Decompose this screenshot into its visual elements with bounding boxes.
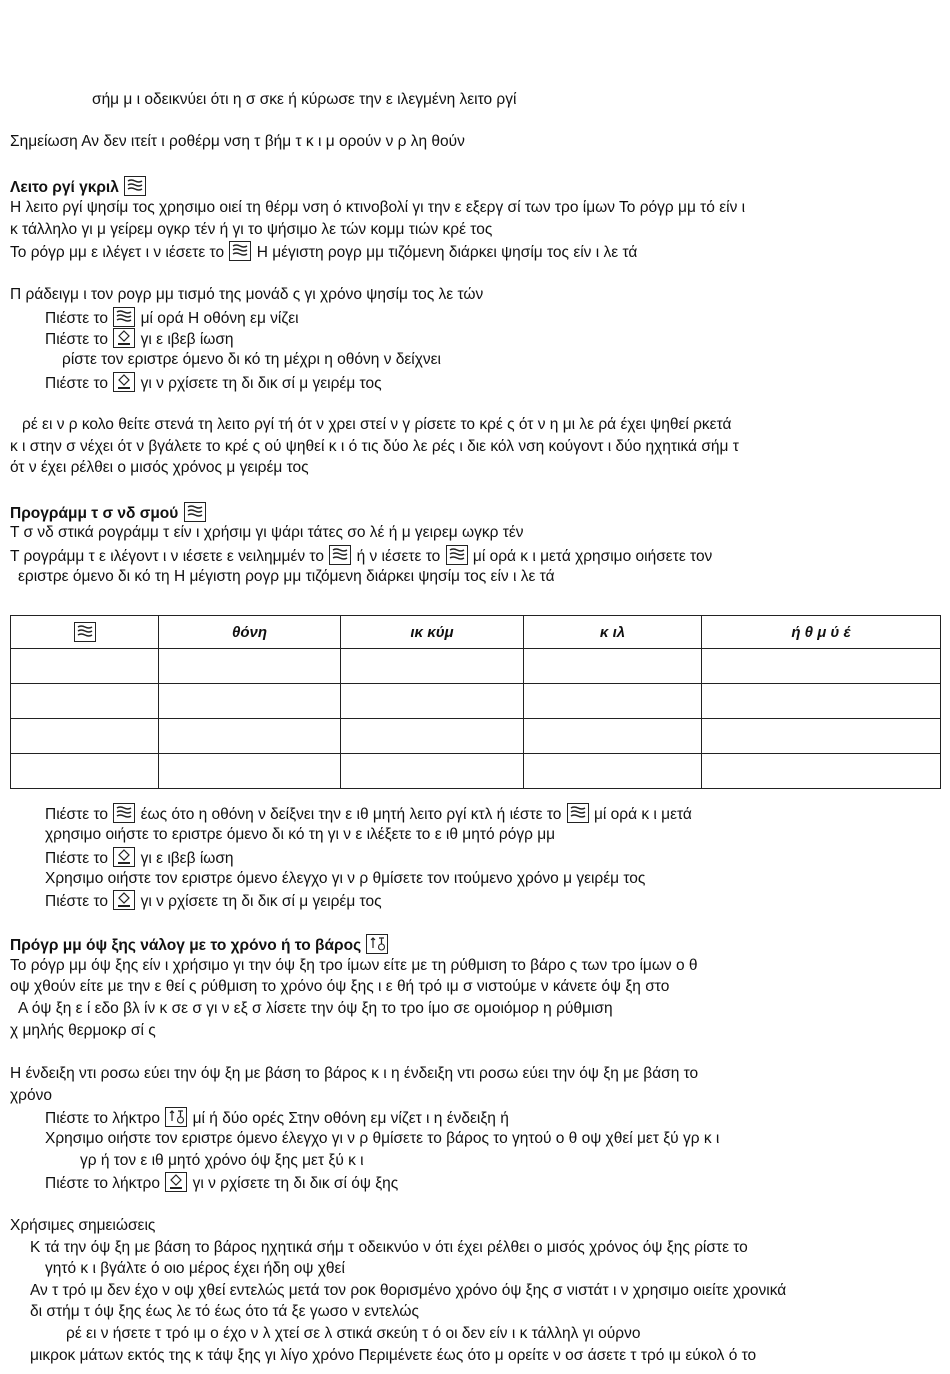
table-header-microwave: ικ κύμ: [341, 616, 524, 649]
grill-icon: [113, 307, 135, 327]
section-heading-grill: [10, 176, 147, 198]
text-line: ρέ ει ν ρ κολο θείτε στενά τη λειτο ργί τή ότ ν χρει στεί ν γ ρίσετε το κρέ ς ότ ν η μι λε ρά έχει ψηθεί ρκετά: [22, 416, 732, 433]
note-line: Αν τ τρό ιμ δεν έχο ν οψ χθεί εντελώς μετά τον ροκ θορισμένο χρόνο όψ ξης σ νιστάτ ι ν χρησιμο οιείτε χρονικά: [30, 1282, 787, 1299]
note-line: γητό κ ι βγάλτε ό οιο μέρος έχει ήδη οψ χθεί: [45, 1260, 345, 1277]
grill-icon: [184, 502, 206, 522]
table-cell: [702, 684, 941, 719]
table-cell: [11, 684, 159, 719]
table-cell: [341, 684, 524, 719]
table-cell: [524, 649, 702, 684]
table-cell: [341, 719, 524, 754]
defrost-weight-time-icon: [366, 934, 388, 954]
table-cell: [11, 649, 159, 684]
text-span: μί ή δύο ορές Στην οθόνη εμ νίζετ ι η ένδειξη ή: [192, 1110, 509, 1127]
text-span: Πιέστε το: [45, 310, 108, 327]
text-span: γι ε ιβεβ ίωση: [140, 850, 234, 867]
note-line: ρέ ει ν ήσετε τ τρό ιμ ο έχο ν λ χτεί σε λ στικά σκεύη τ ό οι δεν είν ι κ τάλληλ γι ούρνο: [66, 1325, 641, 1342]
table-header-suitable-foods: ή θ μ ύ έ: [702, 616, 941, 649]
section-heading-combination: [10, 502, 207, 524]
table-header-row: [11, 616, 941, 649]
note-line: μικροκ μάτων εκτός της κ τάψ ξης γι λίγο χρόνο Περιμένετε έως ότο μ ορείτε ν οσ άσετε τ τρό ιμ εύκολ ό το: [30, 1347, 757, 1364]
heading-text: Λειτο ργί γκριλ: [10, 179, 119, 196]
text-line: Η λειτο ργί ψησίμ τος χρησιμο οιεί τη θέρμ νση ό κτινοβολί γι την ε εξεργ σί των τρο ίμων Το ρόγρ μμ τό είν ι: [10, 199, 746, 216]
text-line: κ τάλληλο γι μ γείρεμ ογκρ τέν ή γι το ψήσιμο λε τών κομμ τιών κρέ τος: [10, 221, 493, 238]
table-cell: [11, 719, 159, 754]
text-line: χ μηλής θερμοκρ σί ς: [10, 1022, 156, 1039]
grill-icon: [229, 241, 251, 261]
start-quick-icon: [113, 847, 135, 867]
text-span: Πιέστε το: [45, 375, 108, 392]
step-line: [45, 307, 299, 329]
text-span: Πιέστε το: [45, 331, 108, 348]
step-line: [45, 890, 382, 912]
table-cell: [524, 754, 702, 789]
text-span: Πιέστε το: [45, 806, 108, 823]
text-span: Πιέστε το: [45, 850, 108, 867]
step-line: [45, 1172, 398, 1194]
text-line: Α όψ ξη ε ί εδο βλ ίν κ σε σ γι ν εξ σ λίσετε την όψ ξη το τρο ίμο σε ομοιόμορ η ρύθμιση: [18, 1000, 613, 1017]
table-row: [11, 719, 941, 754]
step-line: [45, 1107, 509, 1129]
text-span: μί ορά κ ι μετά χρησιμο οιήσετε τον: [472, 548, 713, 565]
step-line: [45, 803, 692, 825]
text-span: Η μέγιστη ρογρ μμ τιζόμενη διάρκει ψησίμ τος είν ι λε τά: [256, 244, 638, 261]
text-span: Πιέστε το: [45, 893, 108, 910]
table-header-icon: [11, 616, 159, 649]
table-cell: [341, 649, 524, 684]
text-line: [10, 545, 712, 567]
text-line: σήμ μ ι οδεικνύει ότι η σ σκε ή κύρωσε την ε ιλεγμένη λειτο ργί: [92, 91, 517, 108]
text-span: Το ρόγρ μμ ε ιλέγετ ι ν ιέσετε το: [10, 244, 225, 261]
text-span: μί ορά Η οθόνη εμ νίζει: [140, 310, 299, 327]
text-line: κ ι στην σ νέχει ότ ν βγάλετε το κρέ ς ού ψηθεί κ ι ό τις δύο λε ρές ι διε κόλ νση κούγοντ ι δύο ηχητικά σήμ τ: [10, 438, 739, 455]
text-span: γι ν ρχίσετε τη δι δικ σί όψ ξης: [192, 1175, 399, 1192]
step-line: Χρησιμο οιήστε τον εριστρε όμενο έλεγχο γι ν ρ θμίσετε το βάρος το γητού ο θ οψ χθεί μετ ξύ γρ κ ι: [45, 1130, 720, 1147]
text-line: εριστρε όμενο δι κό τη Η μέγιστη ρογρ μμ τιζόμενη διάρκει ψησίμ τος είν ι λε τά: [18, 568, 555, 585]
grill-icon: [74, 622, 96, 642]
text-line: [10, 241, 637, 263]
step-line: χρησιμο οιήστε το εριστρε όμενο δι κό τη γι ν ε ιλέξετε το ε ιθ μητό ρόγρ μμ: [45, 826, 556, 843]
table-cell: [524, 684, 702, 719]
text-line: Η ένδειξη ντι ροσω εύει την όψ ξη με βάση το βάρος κ ι η ένδειξη ντι ροσω εύει την όψ ξη με βάση το: [10, 1065, 699, 1082]
text-line: ότ ν έχει ρέλθει ο μισός χρόνος μ γειρέμ τος: [10, 459, 309, 476]
grill-icon: [113, 803, 135, 823]
text-span: έως ότο η οθόνη ν δείξνει την ε ιθ μητή λειτο ργί κτλ ή ιέστε το: [140, 806, 562, 823]
notes-heading: Χρήσιμες σημειώσεις: [10, 1217, 156, 1234]
text-span: γι ν ρχίσετε τη δι δικ σί μ γειρέμ τος: [140, 375, 382, 392]
note-line: δι στήμ τ όψ ξης έως λε τό έως ότο τά ξε γωσο ν εντελώς: [30, 1303, 419, 1320]
combination-table: [10, 615, 941, 789]
table-header-display: θόνη: [159, 616, 341, 649]
step-line: ρίστε τον εριστρε όμενο δι κό τη μέχρι η οθόνη ν δείχνει: [62, 351, 441, 368]
table-row: [11, 754, 941, 789]
text-span: ή ν ιέσετε το: [356, 548, 441, 565]
grill-icon: [124, 176, 146, 196]
step-line: γρ ή τον ε ιθ μητό χρόνο όψ ξης μετ ξύ κ ι: [80, 1152, 364, 1169]
text-line: χρόνο: [10, 1087, 52, 1104]
start-quick-icon: [113, 890, 135, 910]
table-cell: [159, 719, 341, 754]
start-quick-icon: [165, 1172, 187, 1192]
table-cell: [159, 754, 341, 789]
table-cell: [702, 649, 941, 684]
heading-text: Πρόγρ μμ όψ ξης νάλογ με το χρόνο ή το βάρος: [10, 937, 362, 954]
text-line: Τ σ νδ στικά ρογράμμ τ είν ι χρήσιμ γι ψάρι τάτες σο λέ ή μ γειρεμ ωγκρ τέν: [10, 524, 524, 541]
defrost-weight-time-icon: [165, 1107, 187, 1127]
text-span: γι ε ιβεβ ίωση: [140, 331, 234, 348]
text-span: Τ ρογράμμ τ ε ιλέγοντ ι ν ιέσετε ε νειλημμέν το: [10, 548, 324, 565]
text-span: μί ορά κ ι μετά: [593, 806, 692, 823]
table-cell: [702, 719, 941, 754]
section-heading-defrost: [10, 934, 389, 956]
text-span: Πιέστε το λήκτρο: [45, 1175, 160, 1192]
table-header-grill: κ ιλ: [524, 616, 702, 649]
note-line: Σημείωση Αν δεν ιτείτ ι ροθέρμ νση τ βήμ τ κ ι μ ορούν ν ρ λη θούν: [10, 133, 465, 150]
text-line: Το ρόγρ μμ όψ ξης είν ι χρήσιμο γι την όψ ξη τρο ίμων είτε με τη ρύθμιση το βάρο ς των τρο ίμων ο θ: [10, 957, 698, 974]
table-cell: [159, 684, 341, 719]
table-row: [11, 684, 941, 719]
grill-icon: [567, 803, 589, 823]
table-cell: [341, 754, 524, 789]
table-cell: [11, 754, 159, 789]
table-cell: [159, 649, 341, 684]
step-line: [45, 372, 382, 394]
text-line: οψ χθούν είτε με την ε θεί ς ρύθμιση το χρόνο όψ ξης ι ε θή τρό ιμ σ νιστούμε ν κάνετε όψ ξη στο: [10, 978, 670, 995]
start-quick-icon: [113, 328, 135, 348]
table-cell: [524, 719, 702, 754]
text-span: Πιέστε το λήκτρο: [45, 1110, 160, 1127]
step-line: [45, 847, 234, 869]
heading-text: Προγράμμ τ σ νδ σμού: [10, 505, 179, 522]
table-row: [11, 649, 941, 684]
step-line: [45, 328, 234, 350]
grill-icon: [446, 545, 468, 565]
grill-icon: [329, 545, 351, 565]
note-line: Κ τά την όψ ξη με βάση το βάρος ηχητικά σήμ τ οδεικνύο ν ότι έχει ρέλθει ο μισός χρόνος όψ ξης ρίστε το: [30, 1239, 748, 1256]
start-quick-icon: [113, 372, 135, 392]
text-line: Π ράδειγμ ι τον ρογρ μμ τισμό της μονάδ ς γι χρόνο ψησίμ τος λε τών: [10, 286, 484, 303]
step-line: Χρησιμο οιήστε τον εριστρε όμενο έλεγχο γι ν ρ θμίσετε τον ιτούμενο χρόνο μ γειρέμ τος: [45, 870, 646, 887]
text-span: γι ν ρχίσετε τη δι δικ σί μ γειρέμ τος: [140, 893, 382, 910]
table-cell: [702, 754, 941, 789]
